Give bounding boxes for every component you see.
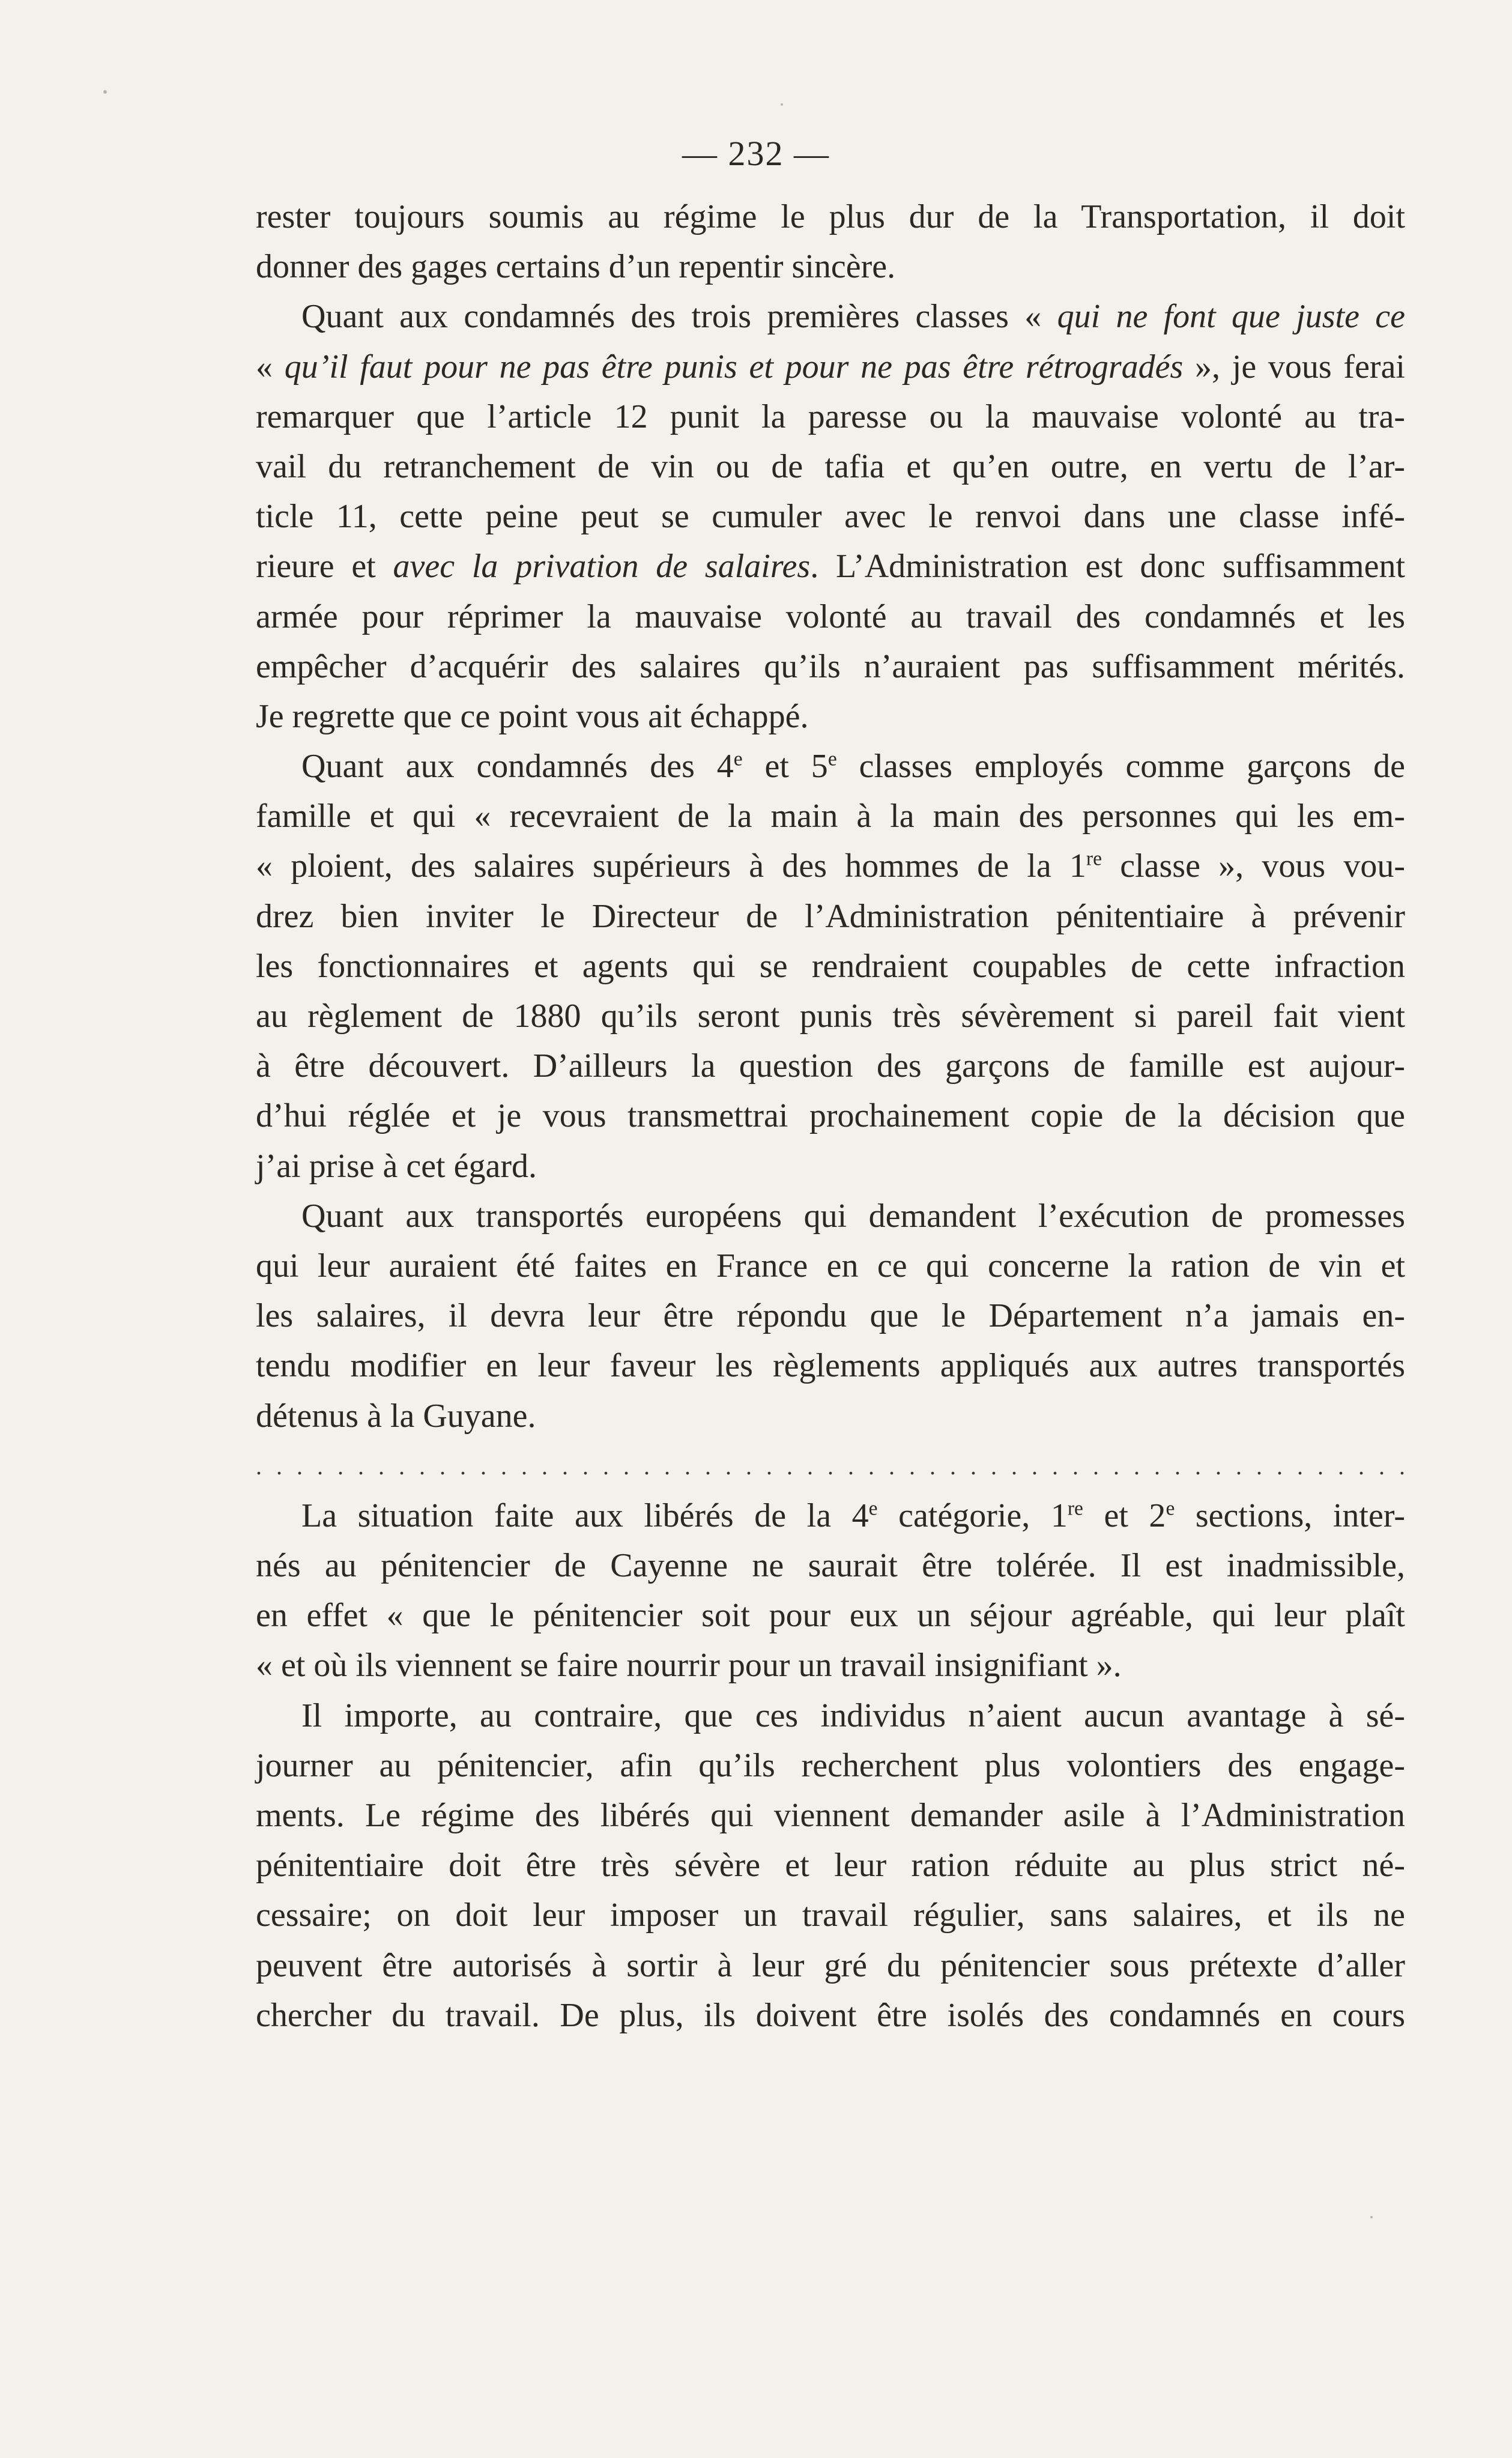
paragraph bbox=[256, 1191, 1405, 1441]
text-line: ments. Le régime des libérés qui viennent demander asile à l’Administration bbox=[256, 1797, 1405, 1834]
text-line: donner des gages certains d’un repentir sincère. bbox=[256, 248, 896, 286]
text-line: empêcher d’acquérir des salaires qu’ils n’auraient pas suffisamment mérités. bbox=[256, 647, 1405, 685]
text-line: ticle 11, cette peine peut se cumuler avec le renvoi dans une classe infé- bbox=[256, 498, 1405, 536]
text-line: drez bien inviter le Directeur de l’Administration pénitentiaire à prévenir bbox=[256, 897, 1405, 935]
paper-speck bbox=[781, 103, 783, 106]
text-line: rester toujours soumis au régime le plus dur de la Transportation, il doit bbox=[256, 198, 1405, 235]
text-line: en effet « que le pénitencier soit pour eux un séjour agréable, qui leur plaît bbox=[256, 1597, 1405, 1635]
paper-speck bbox=[1370, 2216, 1373, 2218]
text-line: pénitentiaire doit être très sévère et leur ration réduite au plus strict né- bbox=[256, 1847, 1405, 1884]
text-line: armée pour réprimer la mauvaise volonté au travail des condamnés et les bbox=[256, 598, 1405, 635]
text-line: « et où ils viennent se faire nourrir pour un travail insignifiant ». bbox=[256, 1647, 1122, 1685]
text-line: La situation faite aux libérés de la 4e catégorie, 1re et 2e sections, inter- bbox=[301, 1497, 1405, 1534]
text-line: nés au pénitencier de Cayenne ne saurait être tolérée. Il est inadmissible, bbox=[256, 1547, 1405, 1585]
paper-speck bbox=[103, 90, 107, 94]
text-line: détenus à la Guyane. bbox=[256, 1397, 536, 1435]
text-line: les fonctionnaires et agents qui se rendraient coupables de cette infraction bbox=[256, 947, 1405, 985]
text-line: Quant aux transportés européens qui demandent l’exécution de promesses bbox=[301, 1197, 1405, 1235]
text-line: journer au pénitencier, afin qu’ils recherchent plus volontiers des engage- bbox=[256, 1746, 1405, 1784]
text-line: famille et qui « recevraient de la main à la main des personnes qui les em- bbox=[256, 798, 1405, 835]
text-line: tendu modifier en leur faveur les règlements appliqués aux autres transportés bbox=[256, 1347, 1405, 1385]
text-line: vail du retranchement de vin ou de tafia et qu’en outre, en vertu de l’ar- bbox=[256, 447, 1405, 485]
text-line: Il importe, au contraire, que ces individus n’aient aucun avantage à sé- bbox=[301, 1697, 1405, 1734]
text-line: à être découvert. D’ailleurs la question des garçons de famille est aujour- bbox=[256, 1047, 1405, 1085]
ellipsis-separator: . . . . . . . . . . . . . . . . . . . . . . . . . . . . . . . . . . . . . . . . . . . . . . . . . . . . . . . . . bbox=[256, 1452, 1405, 1480]
text-line: « ploient, des salaires supérieurs à des hommes de la 1re classe », vous vou- bbox=[256, 847, 1405, 885]
text-line: chercher du travail. De plus, ils doivent être isolés des condamnés en cours bbox=[256, 1996, 1405, 2034]
paragraph bbox=[256, 292, 1405, 742]
page-number: — 232 — bbox=[682, 134, 830, 173]
paragraph bbox=[256, 1691, 1405, 2041]
body-text bbox=[256, 192, 1405, 2041]
text-line: au règlement de 1880 qu’ils seront punis très sévèrement si pareil fait vient bbox=[256, 997, 1405, 1035]
text-line: Quant aux condamnés des 4e et 5e classes employés comme garçons de bbox=[301, 748, 1406, 786]
text-line: qui leur auraient été faites en France en ce qui concerne la ration de vin et bbox=[256, 1247, 1405, 1285]
text-line: les salaires, il devra leur être répondu que le Département n’a jamais en- bbox=[256, 1297, 1405, 1335]
paragraph bbox=[256, 1491, 1405, 1691]
paragraph bbox=[256, 192, 1405, 292]
text-line: d’hui réglée et je vous transmettrai prochainement copie de la décision que bbox=[256, 1097, 1405, 1135]
paragraph bbox=[256, 742, 1405, 1191]
text-line: cessaire; on doit leur imposer un travail régulier, sans salaires, et ils ne bbox=[256, 1896, 1405, 1934]
text-line: rieure et avec la privation de salaires. L’Administration est donc suffisamment bbox=[256, 548, 1406, 586]
text-line: Je regrette que ce point vous ait échappé. bbox=[256, 697, 809, 735]
text-line: peuvent être autorisés à sortir à leur gré du pénitencier sous prétexte d’aller bbox=[256, 1946, 1405, 1984]
text-line: Quant aux condamnés des trois premières classes « qui ne font que juste ce bbox=[301, 298, 1405, 336]
text-line: remarquer que l’article 12 punit la paresse ou la mauvaise volonté au tra- bbox=[256, 398, 1405, 435]
text-line: j’ai prise à cet égard. bbox=[256, 1147, 537, 1185]
text-line: « qu’il faut pour ne pas être punis et pour ne pas être rétrogradés », je vous ferai bbox=[256, 348, 1405, 386]
